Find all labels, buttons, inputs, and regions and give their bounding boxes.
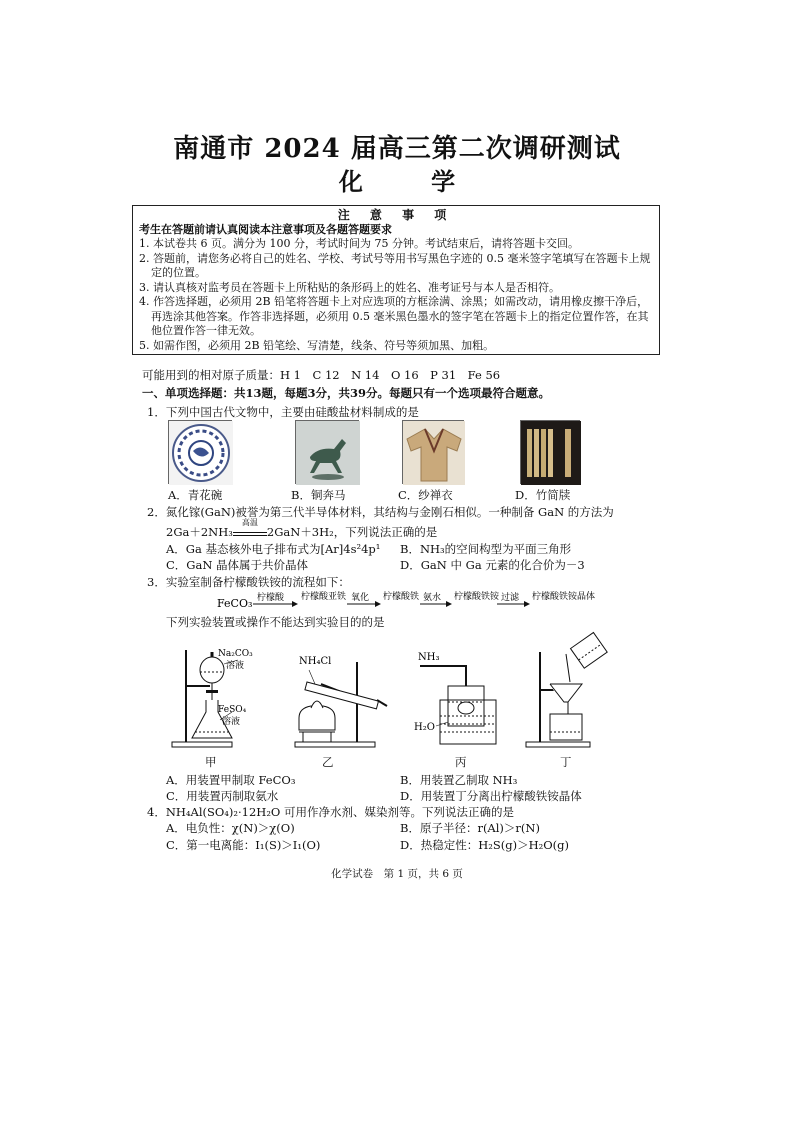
notice-item: 5. 如需作图，必须用 2B 铅笔绘、写清楚，线条、符号等须加黑、加粗。 <box>139 338 495 352</box>
yi-label: NH₄Cl <box>299 656 332 667</box>
q2-eq-left: 2Ga＋2NH₃ <box>166 525 233 539</box>
q3-substem: 下列实验装置或操作不能达到实验目的的是 <box>166 615 385 629</box>
subject-title: 化 学 <box>338 167 486 196</box>
caption-ding: 丁 <box>560 755 572 769</box>
section-heading: 一、单项选择题：共13题，每题3分，共39分。每题只有一个选项最符合题意。 <box>142 386 551 400</box>
notice-item: 3. 请认真核对监考员在答题卡上所粘贴的条形码上的姓名、准考证号与本人是否相符。 <box>139 280 560 294</box>
q2-option-a: A．Ga 基态核外电子排布式为[Ar]4s²4p¹ <box>166 542 381 556</box>
q2-eq-arrow <box>233 518 267 536</box>
apparatus-bing <box>410 640 510 752</box>
flow-node4: 柠檬酸铁铵晶体 <box>532 592 596 602</box>
notice-box <box>132 205 660 355</box>
notice-subheading: 考生在答题前请认真阅读本注意事项及各题答题要求 <box>139 222 392 236</box>
caption-jia: 甲 <box>205 755 217 769</box>
caption-bing: 丙 <box>455 755 467 769</box>
notice-item: 2. 答题前，请您务必将自己的姓名、学校、考试号等用书写黑色字迹的 0.5 毫米签字笔填写在答题卡上规定的位置。 <box>139 251 651 279</box>
q3-option-b: B．用装置乙制取 NH₃ <box>400 773 518 787</box>
q2-eq-condition: 高温 <box>241 518 258 527</box>
exam-title: 南通市 2024 届高三第二次调研测试 <box>173 134 621 164</box>
flow-node2: 柠檬酸铁 <box>383 592 420 602</box>
q2-option-c: C．GaN 晶体属于共价晶体 <box>166 558 309 572</box>
flow-node1: 柠檬酸亚铁 <box>301 592 347 602</box>
flow-arrow1-label: 柠檬酸 <box>257 593 285 603</box>
caption-yi: 乙 <box>322 755 334 769</box>
q1-option-c: C．纱禅衣 <box>398 488 453 502</box>
q3-stem: 3．实验室制备柠檬酸铁铵的流程如下： <box>147 575 350 589</box>
q4-option-d: D．热稳定性：H₂S(g)＞H₂O(g) <box>400 838 569 852</box>
silk-garment-image <box>402 420 464 484</box>
flow-arrow2-label: 氧化 <box>351 593 370 603</box>
q4-option-b: B．原子半径：r(Al)＞r(N) <box>400 821 540 835</box>
apparatus-jia <box>168 640 278 752</box>
q2-option-d: D．GaN 中 Ga 元素的化合价为－3 <box>400 558 585 572</box>
bronze-horse-image <box>295 420 359 484</box>
blue-white-bowl-image <box>168 420 232 484</box>
flow-arrow3-label: 氨水 <box>423 593 442 603</box>
q4-option-a: A．电负性：χ(N)＞χ(O) <box>166 821 295 835</box>
q3-option-c: C．用装置丙制取氨水 <box>166 789 279 803</box>
q3-option-a: A．用装置甲制取 FeCO₃ <box>166 773 296 787</box>
jia-label-bottom: FeSO₄ <box>218 705 247 715</box>
q2-stem: 2．氮化镓(GaN)被誉为第三代半导体材料，其结构与金刚石相似。一种制备 GaN 的方法为 <box>147 505 614 519</box>
atomic-masses: 可能用到的相对原子质量：H 1 C 12 N 14 O 16 P 31 Fe 56 <box>142 368 501 382</box>
flow-node3: 柠檬酸铁铵 <box>454 592 500 602</box>
notice-item: 4. 作答选择题，必须用 2B 铅笔将答题卡上对应选项的方框涂满、涂黑；如需改动，请用橡皮擦干净后，再选涂其他答案。作答非选择题，必须用 0.5 毫米黑色墨水的签字笔在答题卡上的指定位置作答，在其他位置作答一律无效。 <box>139 295 649 337</box>
apparatus-ding <box>520 632 620 752</box>
notice-heading: 注 意 事 项 <box>337 208 455 222</box>
bamboo-slips-image <box>520 420 580 484</box>
q2-option-b: B．NH₃的空间构型为平面三角形 <box>400 542 572 556</box>
q2-equation <box>166 518 438 540</box>
jia-label-top2: 溶液 <box>226 661 245 671</box>
jia-label-bottom2: 溶液 <box>222 717 241 727</box>
q4-stem: 4．NH₄Al(SO₄)₂·12H₂O 可用作净水剂、媒染剂等。下列说法正确的是 <box>147 805 515 819</box>
page-footer: 化学试卷 第 1 页，共 6 页 <box>331 868 463 880</box>
apparatus-yi <box>285 640 395 752</box>
q3-option-d: D．用装置丁分离出柠檬酸铁铵晶体 <box>400 789 582 803</box>
flow-start: FeCO₃ <box>217 597 253 610</box>
bing-label-nh3: NH₃ <box>418 652 440 663</box>
notice-item: 1. 本试卷共 6 页。满分为 100 分，考试时间为 75 分钟。考试结束后，请将答题卡交回。 <box>139 237 579 250</box>
bing-label-water: H₂O <box>414 722 435 733</box>
jia-label-top: Na₂CO₃ <box>218 649 253 659</box>
q1-option-a: A．青花碗 <box>168 488 223 502</box>
q1-option-b: B．铜奔马 <box>291 488 346 502</box>
flow-arrow4-label: 过滤 <box>501 593 520 603</box>
q2-eq-right: 2GaN＋3H₂，下列说法正确的是 <box>266 525 438 539</box>
q1-option-d: D．竹简牍 <box>515 488 571 502</box>
q4-option-c: C．第一电离能：I₁(S)＞I₁(O) <box>166 838 321 852</box>
q1-stem: 1．下列中国古代文物中，主要由硅酸盐材料制成的是 <box>147 405 419 419</box>
